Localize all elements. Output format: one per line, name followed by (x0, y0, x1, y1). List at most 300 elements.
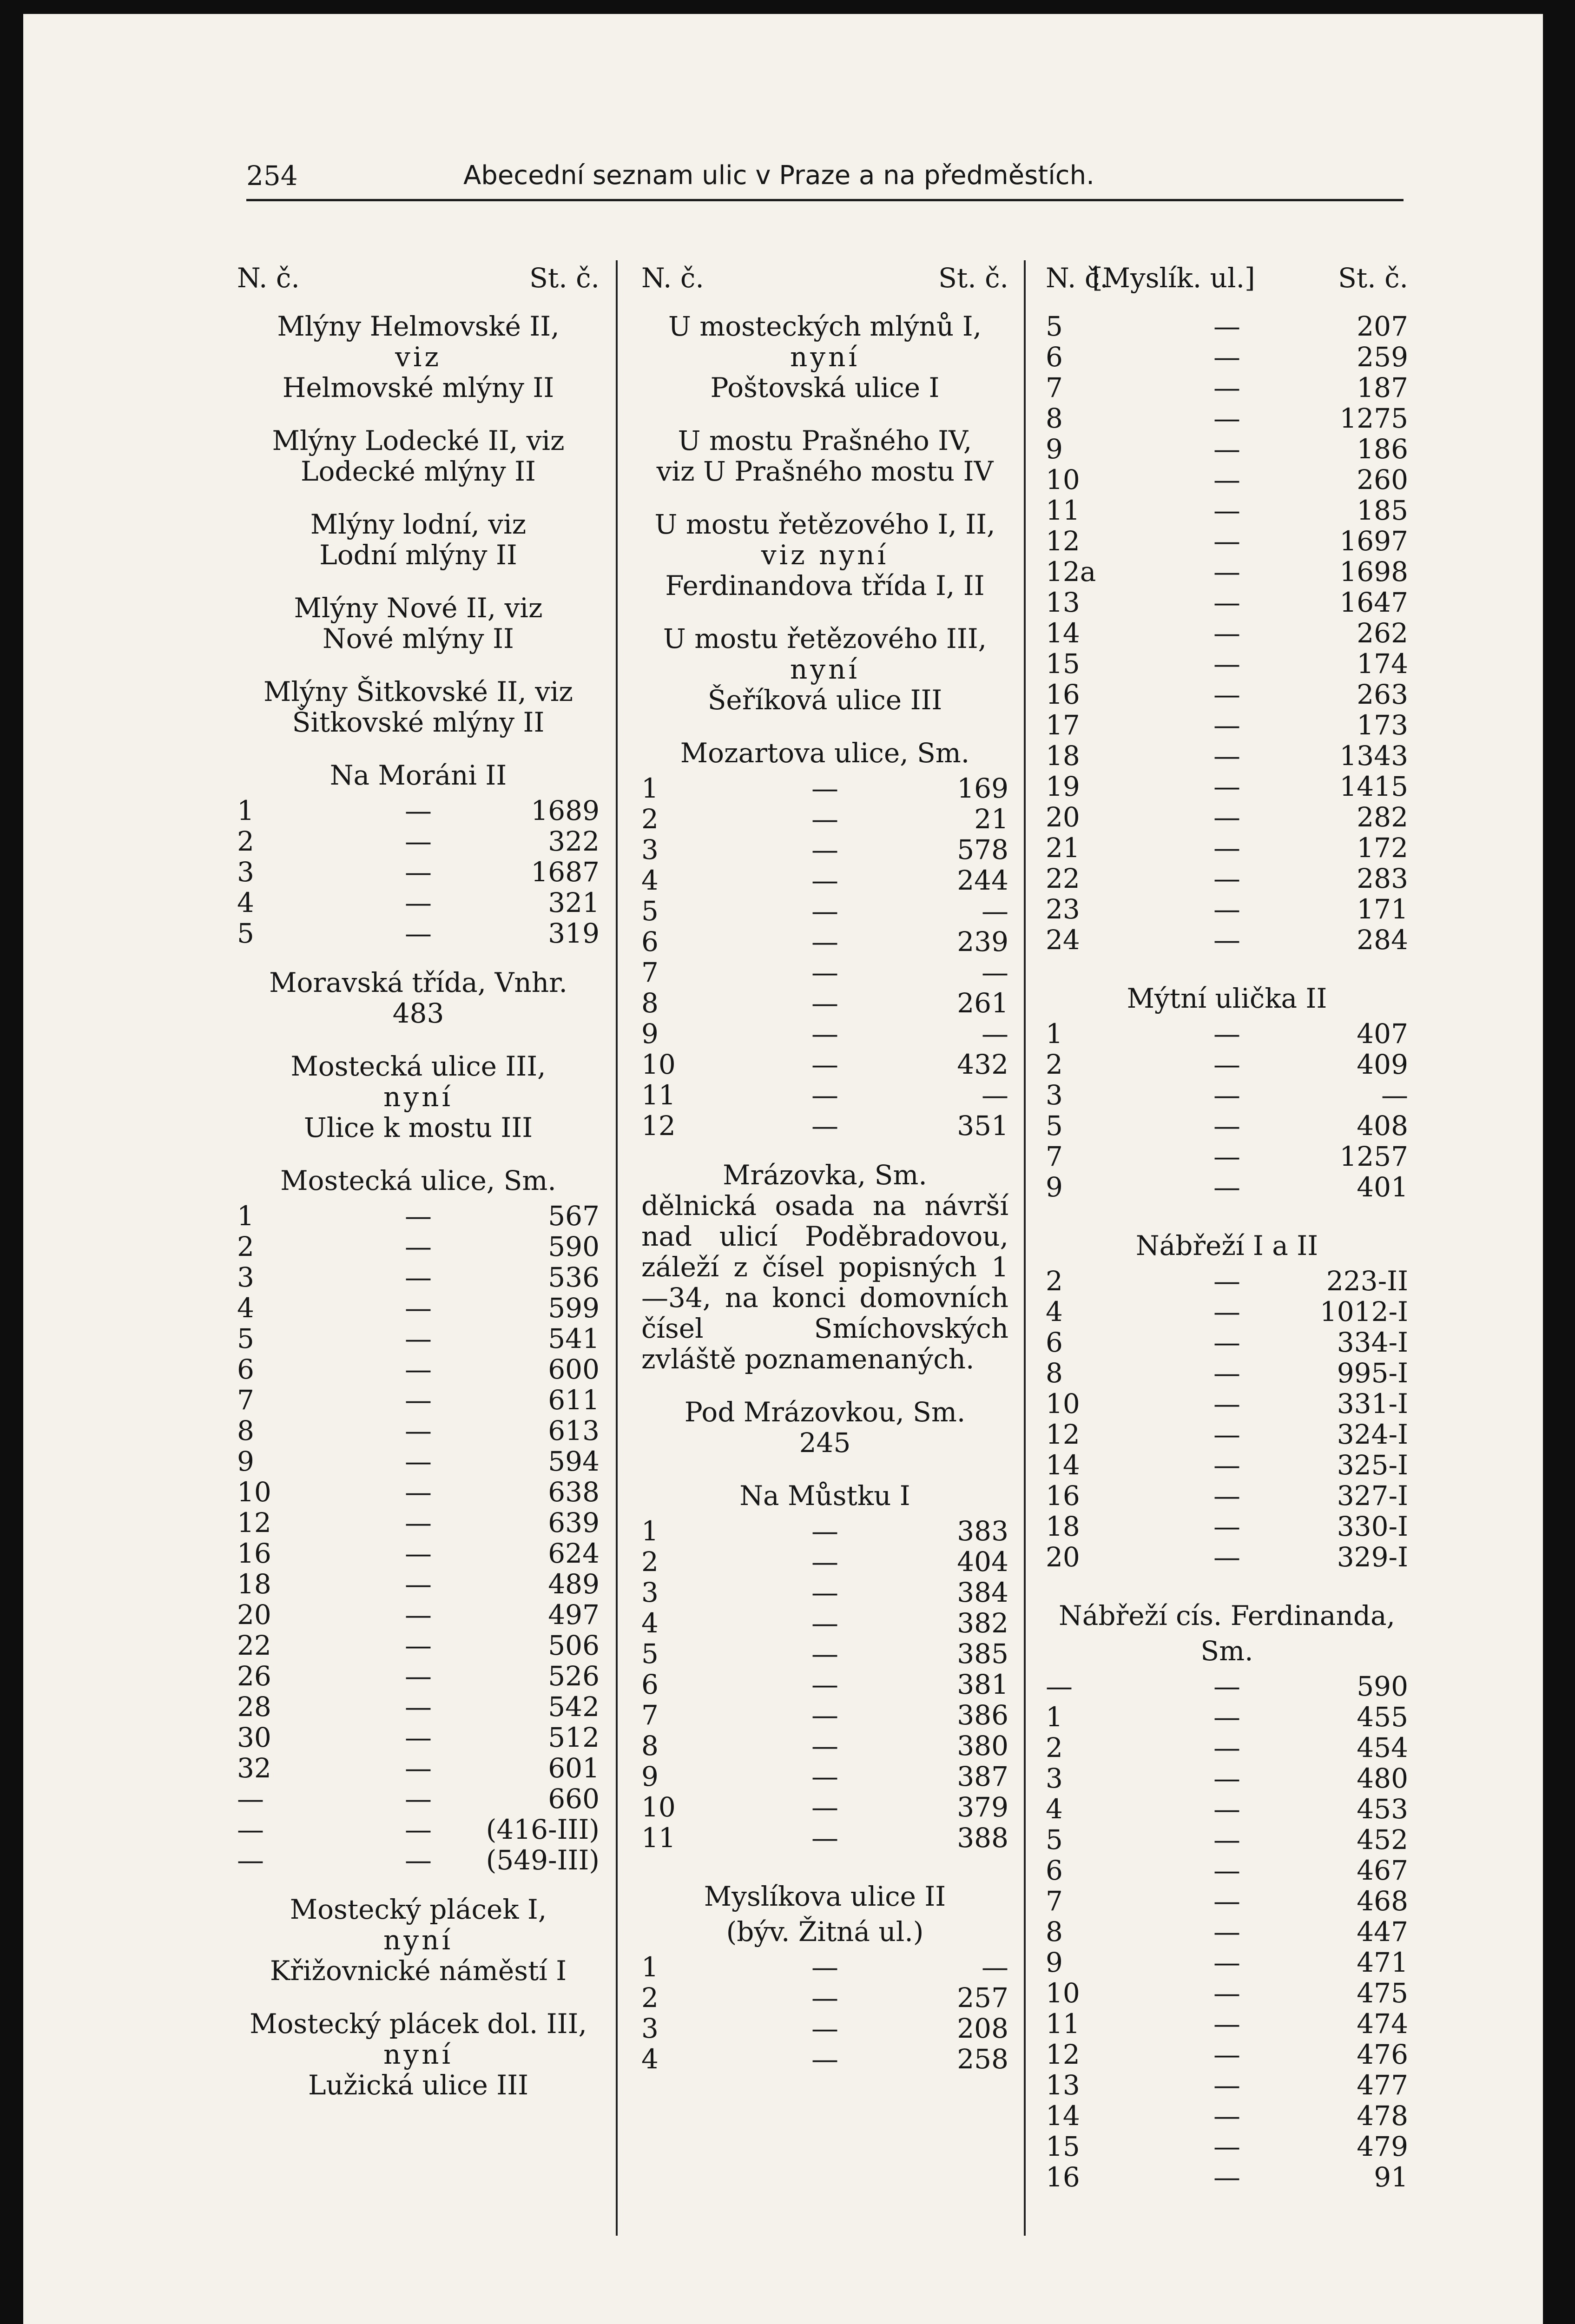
table-row (1046, 1511, 1408, 1542)
entry-line: Ferdinandova třída I, II (665, 570, 985, 601)
dash: — (1213, 1357, 1240, 1389)
dash: — (1213, 1763, 1240, 1794)
house-number: 1 (641, 1951, 659, 1983)
house-number: 12 (1046, 1419, 1080, 1450)
spacer (641, 2074, 1008, 2093)
table-row (1046, 587, 1408, 618)
table-row (237, 887, 600, 918)
house-number: 5 (237, 918, 254, 949)
old-number: 536 (548, 1261, 600, 1293)
old-number: 329-I (1337, 1541, 1408, 1573)
table-row (1046, 2100, 1408, 2131)
house-number: — (237, 1814, 264, 1845)
old-number: 263 (1357, 679, 1408, 710)
dash: — (1213, 617, 1240, 649)
old-number: 172 (1357, 832, 1408, 864)
table-row (1046, 2008, 1408, 2039)
dash: — (1213, 1701, 1240, 1733)
dash: — (1213, 832, 1240, 864)
house-number: — (237, 1783, 264, 1815)
house-number: 11 (1046, 495, 1080, 526)
house-number: 13 (1046, 2069, 1080, 2101)
old-number: 351 (957, 1110, 1008, 1142)
old-number: 613 (548, 1415, 600, 1446)
entry-line: Mlýny Helmovské II, (277, 310, 560, 342)
old-number: 624 (548, 1538, 600, 1569)
spacer (237, 1875, 600, 1894)
table-row (237, 826, 600, 857)
house-number: 6 (237, 1353, 254, 1385)
table-row (1046, 1419, 1408, 1450)
entry-line: Lodecké mlýny II (301, 456, 536, 487)
house-number: — (237, 1844, 264, 1876)
house-number: 32 (237, 1752, 271, 1784)
dash: — (1213, 1947, 1240, 1978)
dash: — (1213, 1824, 1240, 1855)
table-row (237, 1323, 600, 1354)
spacer (1046, 1202, 1408, 1221)
table-row (1046, 1886, 1408, 1916)
old-number: 282 (1357, 801, 1408, 833)
old-number: 187 (1357, 372, 1408, 403)
entry-line: U mostu řetězového I, II, (654, 508, 995, 540)
table-row (1046, 1141, 1408, 1172)
house-number: 9 (237, 1446, 254, 1477)
table-row (641, 926, 1008, 957)
table-row (641, 1546, 1008, 1577)
house-number: 2 (641, 1546, 659, 1578)
house-number: 4 (641, 1607, 659, 1639)
dash: — (405, 887, 432, 918)
house-number: 3 (237, 1261, 254, 1293)
table-row (1046, 1296, 1408, 1327)
old-number: 185 (1357, 495, 1408, 526)
entry-line: Helmovské mlýny II (282, 372, 554, 403)
entry-line: nyní (383, 2039, 454, 2070)
table-row (237, 795, 600, 826)
old-number: 261 (957, 987, 1008, 1019)
dash: — (1213, 587, 1240, 618)
old-number: 387 (957, 1761, 1008, 1792)
street-entry (641, 623, 1008, 715)
header-old-number-label: St. č. (938, 262, 1008, 294)
dash: — (405, 1599, 432, 1631)
table-row (1046, 2162, 1408, 2192)
dash: — (811, 1761, 838, 1792)
old-number: 1012-I (1319, 1296, 1408, 1327)
dash: — (405, 1231, 432, 1262)
table-row (641, 896, 1008, 926)
old-number: 542 (548, 1691, 600, 1723)
entry-line: Mostecký plácek dol. III, (250, 2008, 587, 2040)
house-number: 3 (237, 856, 254, 888)
entry-line: Ulice k mostu III (303, 1112, 533, 1143)
table-row (237, 1845, 600, 1875)
dash: — (1213, 1018, 1240, 1050)
dash: — (1213, 2100, 1240, 2132)
table-row (1046, 1824, 1408, 1855)
house-number: 8 (1046, 1916, 1063, 1948)
dash: — (1213, 2069, 1240, 2101)
table-row (641, 1110, 1008, 1141)
entry-line: Poštovská ulice I (710, 372, 940, 403)
old-number: 385 (957, 1638, 1008, 1670)
house-number: 18 (1046, 1511, 1080, 1542)
dash: — (405, 1384, 432, 1416)
street-entry (237, 509, 600, 570)
house-number: 13 (1046, 587, 1080, 618)
old-number: 325-I (1337, 1449, 1408, 1481)
dash: — (811, 1110, 838, 1142)
table-row (641, 1952, 1008, 1982)
dash: — (811, 834, 838, 865)
house-number: 24 (1046, 924, 1080, 956)
entry-line: U mostu řetězového III, (663, 623, 987, 654)
old-number: 262 (1357, 617, 1408, 649)
house-number: 8 (1046, 403, 1063, 434)
street-subheading: (býv. Žitná ul.) (726, 1916, 924, 1948)
header-old-number-label: St. č. (1338, 262, 1408, 294)
house-number: 7 (1046, 1885, 1063, 1917)
old-number: 567 (548, 1200, 600, 1232)
dash: — (405, 1261, 432, 1293)
house-number: 8 (1046, 1357, 1063, 1389)
table-row (237, 1753, 600, 1783)
table-row (1046, 740, 1408, 771)
table-row (1046, 618, 1408, 648)
old-number: 257 (957, 1982, 1008, 2014)
house-number: 7 (641, 1699, 659, 1731)
dash: — (811, 803, 838, 835)
old-number: 331-I (1337, 1388, 1408, 1419)
house-number: 8 (237, 1415, 254, 1446)
old-number: 334-I (1337, 1327, 1408, 1358)
house-number: 23 (1046, 893, 1080, 925)
entry-line: 483 (392, 997, 444, 1029)
entry-line: Lužická ulice III (308, 2069, 529, 2101)
house-number: 1 (1046, 1701, 1063, 1733)
dash: — (1213, 1110, 1240, 1142)
dash: — (1213, 1388, 1240, 1419)
house-number: 9 (641, 1018, 659, 1050)
old-number: 1647 (1339, 587, 1408, 618)
dash: — (1213, 2039, 1240, 2070)
dash: — (1213, 1793, 1240, 1825)
old-number: 611 (548, 1384, 600, 1416)
entry-line: Mlýny Šitkovské II, viz (264, 676, 573, 707)
house-number: 5 (641, 895, 659, 927)
old-number: 171 (1357, 893, 1408, 925)
table-row (641, 957, 1008, 988)
house-number: 18 (237, 1568, 271, 1600)
house-number: 21 (1046, 832, 1080, 864)
old-number: 454 (1357, 1732, 1408, 1763)
old-number: 186 (1357, 433, 1408, 465)
house-number: 10 (641, 1791, 676, 1823)
house-number: 2 (1046, 1049, 1063, 1080)
old-number: 453 (1357, 1793, 1408, 1825)
dash: — (405, 1323, 432, 1354)
page-title: Abecední seznam ulic v Praze a na předměstích. (463, 160, 1094, 191)
dash: — (1213, 1049, 1240, 1080)
street-entry (237, 311, 600, 403)
table-row (237, 1599, 600, 1630)
house-number: 3 (1046, 1763, 1063, 1794)
house-number: 14 (1046, 1449, 1080, 1481)
dash: — (1213, 648, 1240, 680)
dash: — (405, 918, 432, 949)
entry-line: Mlýny lodní, viz (310, 508, 527, 540)
dash: — (811, 1699, 838, 1731)
table-row (641, 1792, 1008, 1822)
dash: — (1213, 1541, 1240, 1573)
house-number: 1 (641, 772, 659, 804)
entry-line: 245 (799, 1427, 851, 1459)
old-number: 169 (957, 772, 1008, 804)
old-number: 432 (957, 1049, 1008, 1080)
table-row (1046, 556, 1408, 587)
old-number: 244 (957, 865, 1008, 896)
dash: — (405, 825, 432, 857)
dash: — (1213, 2161, 1240, 2193)
table-row (1046, 802, 1408, 832)
table-row (237, 857, 600, 887)
table-row (1046, 1172, 1408, 1202)
table-row (1046, 679, 1408, 710)
table-row (641, 1577, 1008, 1608)
old-number: 208 (957, 2013, 1008, 2044)
table-row (1046, 771, 1408, 802)
old-number: 404 (957, 1546, 1008, 1578)
entry-line: viz U Prašného mostu IV (656, 456, 994, 487)
entry-line: nyní (790, 654, 860, 685)
dash: — (1213, 1670, 1240, 1702)
dash: — (1213, 1296, 1240, 1327)
old-number: 259 (1357, 341, 1408, 373)
table-row (237, 1293, 600, 1323)
dash: — (811, 1982, 838, 2014)
dash: — (1213, 1916, 1240, 1948)
house-number: 6 (641, 1669, 659, 1700)
dash: — (1213, 372, 1240, 403)
house-number: 16 (237, 1538, 271, 1569)
table-row (237, 1722, 600, 1753)
table-row (237, 1477, 600, 1507)
dash: — (1213, 893, 1240, 925)
house-number: 9 (1046, 1171, 1063, 1203)
house-number: 8 (641, 1730, 659, 1762)
dash: — (1213, 1480, 1240, 1512)
old-number: 173 (1357, 709, 1408, 741)
table-row (237, 1569, 600, 1599)
table-row (641, 1700, 1008, 1730)
table-row (641, 865, 1008, 896)
old-number: 283 (1357, 863, 1408, 894)
old-number: 408 (1357, 1110, 1408, 1142)
dash: — (405, 1783, 432, 1815)
dash: — (1213, 433, 1240, 465)
table-row (1046, 372, 1408, 403)
dash: — (811, 772, 838, 804)
street-heading: Na Můstku I (739, 1480, 910, 1512)
house-number: 28 (237, 1691, 271, 1723)
table-row (1046, 403, 1408, 434)
old-number: 479 (1357, 2131, 1408, 2162)
old-number: 478 (1357, 2100, 1408, 2132)
entry-line: U mosteckých mlýnů I, (668, 310, 982, 342)
house-number: 3 (641, 2013, 659, 2044)
dash: — (405, 1507, 432, 1538)
table-row (1046, 1480, 1408, 1511)
house-number: 20 (237, 1599, 271, 1631)
table-row (641, 1080, 1008, 1110)
dash: — (1213, 1511, 1240, 1542)
column-header (237, 263, 600, 293)
dash: — (811, 895, 838, 927)
table-row (1046, 1763, 1408, 1794)
street-entry (641, 311, 1008, 403)
house-number: 7 (1046, 372, 1063, 403)
old-number: 401 (1357, 1171, 1408, 1203)
page-header (246, 160, 1404, 198)
header-number-label: N. č. (641, 262, 704, 294)
table-row (641, 834, 1008, 865)
table-row (1046, 1855, 1408, 1886)
entry-line: Pod Mrázovkou, Sm. (684, 1396, 966, 1428)
street-entry (641, 1397, 1008, 1458)
table-row (237, 1262, 600, 1293)
table-row (1046, 1049, 1408, 1080)
table-row (641, 1730, 1008, 1761)
street-heading: Nábřeží cís. Ferdinanda, (1059, 1600, 1395, 1631)
street-description: dělnická osada na návrší nad ulicí Poděbradovou, záleží z čísel popisných 1—34, na konci domovních čísel Smíchovských zvláště poznamenaných. (641, 1190, 1008, 1375)
house-number: 4 (1046, 1793, 1063, 1825)
dash: — (811, 1791, 838, 1823)
dash: — (405, 1200, 432, 1232)
old-number: 324-I (1337, 1419, 1408, 1450)
spacer (1046, 2192, 1408, 2211)
entry-line: Mostecká ulice III, (290, 1050, 546, 1082)
old-number: 379 (957, 1791, 1008, 1823)
house-number: 6 (1046, 1855, 1063, 1886)
old-number: 21 (974, 803, 1008, 835)
house-number: 16 (1046, 679, 1080, 710)
entry-line: Lodní mlýny II (319, 539, 517, 571)
dash: — (1213, 1885, 1240, 1917)
house-number: 1 (641, 1515, 659, 1547)
house-number: 10 (237, 1476, 271, 1508)
old-number: 319 (548, 918, 600, 949)
house-number: 10 (1046, 464, 1080, 495)
dash: — (1213, 1449, 1240, 1481)
dash: — (405, 1292, 432, 1324)
dash: — (1213, 740, 1240, 772)
dash: — (811, 1049, 838, 1080)
house-number: 12 (641, 1110, 676, 1142)
table-row (641, 1822, 1008, 1853)
dash: — (811, 926, 838, 957)
house-number: 11 (641, 1079, 676, 1111)
dash: — (811, 1730, 838, 1762)
table-row (1046, 1794, 1408, 1824)
dash: — (405, 1844, 432, 1876)
table-row (1046, 1327, 1408, 1358)
dash: — (811, 1951, 838, 1983)
old-number: 239 (957, 926, 1008, 957)
dash: — (405, 1353, 432, 1385)
old-number: 1698 (1339, 556, 1408, 588)
dash: — (1213, 1265, 1240, 1297)
street-subheading: Sm. (1200, 1635, 1253, 1667)
old-number: 512 (548, 1722, 600, 1753)
old-number: 322 (548, 825, 600, 857)
table-row (237, 1814, 600, 1845)
table-row (1046, 1732, 1408, 1763)
old-number: (549-III) (486, 1844, 600, 1876)
house-number: 1 (237, 795, 254, 826)
house-number: 7 (641, 957, 659, 988)
entry-line: Mlýny Nové II, viz (294, 592, 543, 624)
old-number: 497 (548, 1599, 600, 1631)
street-entry (641, 509, 1008, 601)
house-number: 11 (1046, 2008, 1080, 2040)
street-entry (237, 676, 600, 738)
old-number: 578 (957, 834, 1008, 865)
dash: — (405, 1446, 432, 1477)
old-number: — (982, 1018, 1008, 1050)
entry-line: nyní (383, 1081, 454, 1113)
dash: — (1213, 464, 1240, 495)
house-number: 15 (1046, 2131, 1080, 2162)
old-number: 284 (1357, 924, 1408, 956)
old-number: 468 (1357, 1885, 1408, 1917)
old-number: (416-III) (486, 1814, 600, 1845)
dash: — (1213, 2008, 1240, 2040)
column-header (641, 263, 1008, 293)
house-number: 12 (1046, 2039, 1080, 2070)
old-number: 383 (957, 1515, 1008, 1547)
header-old-number-label: St. č. (529, 262, 600, 294)
table-row (1046, 1018, 1408, 1049)
table-row (1046, 1671, 1408, 1702)
table-row (1046, 832, 1408, 863)
table-row (1046, 1266, 1408, 1296)
house-number: 18 (1046, 740, 1080, 772)
dash: — (811, 1607, 838, 1639)
entry-line: nyní (790, 341, 860, 373)
table-row (1046, 342, 1408, 372)
table-row (237, 918, 600, 949)
old-number: 327-I (1337, 1480, 1408, 1512)
dash: — (811, 1515, 838, 1547)
table-row (1046, 1388, 1408, 1419)
entry-line: Mlýny Lodecké II, viz (272, 425, 565, 456)
table-row (237, 1231, 600, 1262)
old-number: 386 (957, 1699, 1008, 1731)
old-number: — (982, 1951, 1008, 1983)
dash: — (405, 1415, 432, 1446)
house-number: 7 (237, 1384, 254, 1416)
spacer (1046, 955, 1408, 974)
old-number: 407 (1357, 1018, 1408, 1050)
table-row (1046, 434, 1408, 464)
dash: — (1213, 2131, 1240, 2162)
page-number: 254 (246, 160, 298, 191)
old-number: — (1381, 1079, 1408, 1111)
dash: — (1213, 1141, 1240, 1172)
house-number: 10 (1046, 1388, 1080, 1419)
entry-line: Křižovnické náměstí I (270, 1955, 567, 1987)
